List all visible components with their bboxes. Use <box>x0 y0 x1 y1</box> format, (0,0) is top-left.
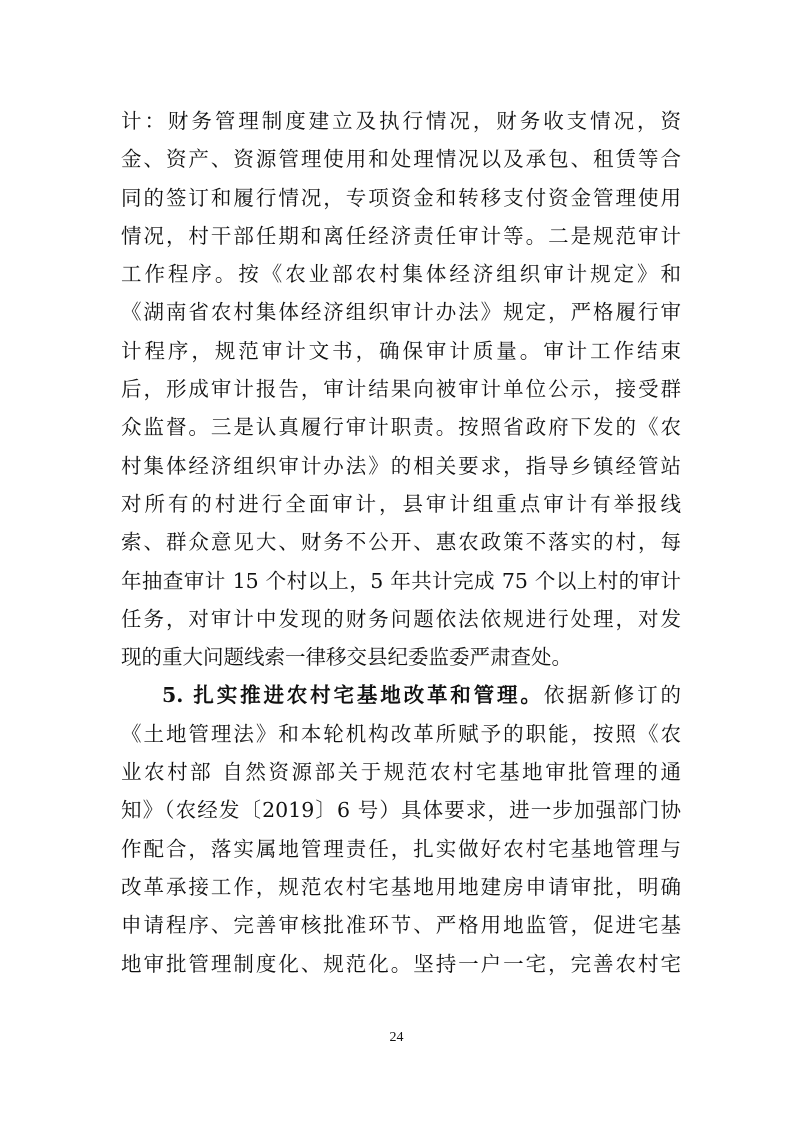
paragraph-line: 《土地管理法》和本轮机构改革所赋予的职能，按照《农 <box>121 721 681 746</box>
section-heading-line <box>121 676 681 714</box>
paragraph-line: 申请程序、完善审核批准环节、严格用地监管，促进宅基 <box>121 913 681 938</box>
paragraph-line: 年抽查审计 15 个村以上，5 年共计完成 75 个以上村的审计 <box>121 568 681 593</box>
paragraph-line: 金、资产、资源管理使用和处理情况以及承包、租赁等合 <box>121 147 681 172</box>
paragraph-line: 工作程序。按《农业部农村集体经济组织审计规定》和 <box>121 262 681 287</box>
paragraph-line: 业农村部 自然资源部关于规范农村宅基地审批管理的通 <box>121 760 681 785</box>
section-heading-rest: 依据新修订的 <box>543 683 681 708</box>
section-heading: 5. 扎实推进农村宅基地改革和管理。 <box>162 683 544 708</box>
paragraph-line: 任务，对审计中发现的财务问题依法依规进行处理，对发 <box>121 606 681 631</box>
paragraph-line: 知》（农经发〔2019〕6 号）具体要求，进一步加强部门协 <box>121 798 681 823</box>
paragraph-line: 村集体经济组织审计办法》的相关要求，指导乡镇经管站 <box>121 453 681 478</box>
paragraph-line: 改革承接工作，规范农村宅基地用地建房申请审批，明确 <box>121 874 681 899</box>
page-number: 24 <box>389 1030 404 1045</box>
paragraph-line: 情况，村干部任期和离任经济责任审计等。二是规范审计 <box>121 223 681 248</box>
paragraph-line: 现的重大问题线索一律移交县纪委监委严肃查处。 <box>121 645 572 670</box>
paragraph-line: 《湖南省农村集体经济组织审计办法》规定，严格履行审 <box>121 300 681 325</box>
paragraph-line: 后，形成审计报告，审计结果向被审计单位公示，接受群 <box>121 377 681 402</box>
paragraph-line: 同的签订和履行情况，专项资金和转移支付资金管理使用 <box>121 185 681 210</box>
paragraph-line: 索、群众意见大、财务不公开、惠农政策不落实的村，每 <box>121 530 681 555</box>
body-text <box>121 102 681 983</box>
paragraph-line: 计程序，规范审计文书，确保审计质量。审计工作结束 <box>121 338 681 363</box>
paragraph-line: 地审批管理制度化、规范化。坚持一户一宅，完善农村宅 <box>121 951 681 976</box>
paragraph-line: 作配合，落实属地管理责任，扎实做好农村宅基地管理与 <box>121 836 681 861</box>
paragraph-line: 众监督。三是认真履行审计职责。按照省政府下发的《农 <box>121 415 681 440</box>
paragraph-line: 计：财务管理制度建立及执行情况，财务收支情况，资 <box>121 109 681 133</box>
paragraph-line: 对所有的村进行全面审计，县审计组重点审计有举报线 <box>121 491 681 516</box>
